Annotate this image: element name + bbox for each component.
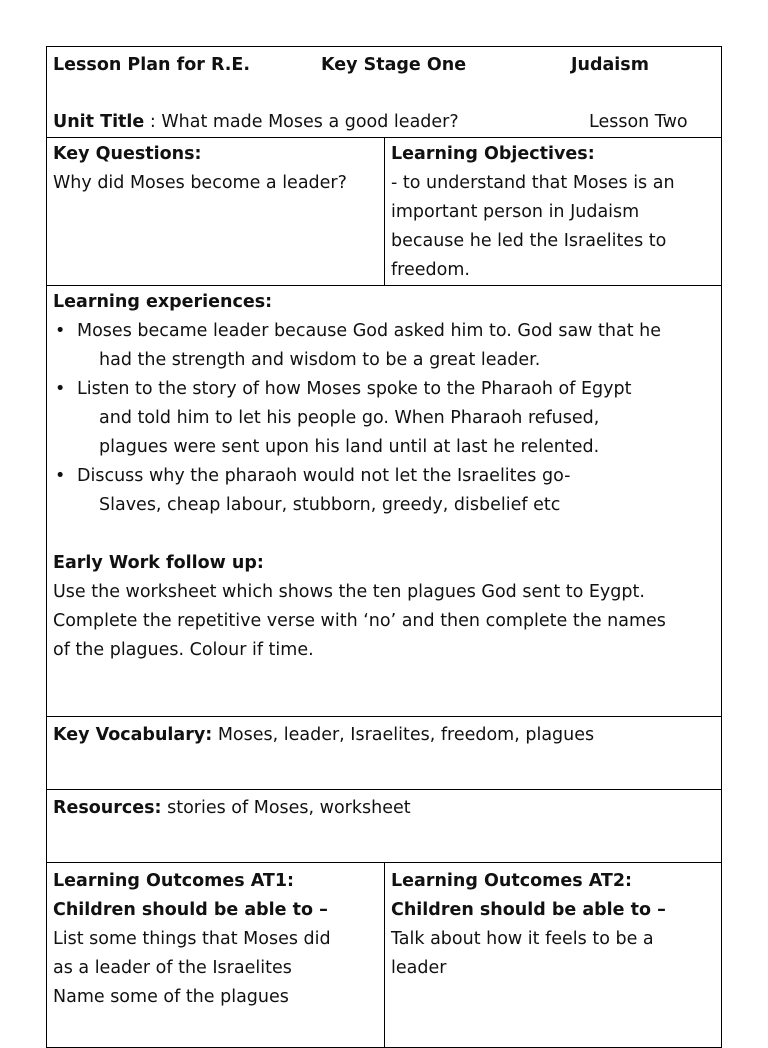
resources-cell bbox=[47, 790, 722, 863]
objective-line: freedom. bbox=[391, 260, 470, 280]
key-questions-label: Key Questions: bbox=[53, 144, 202, 164]
outcomes-at2-sub: Children should be able to – bbox=[391, 900, 666, 920]
key-questions-cell bbox=[47, 138, 385, 286]
outcome-line: as a leader of the Israelites bbox=[53, 958, 292, 978]
subject: Judaism bbox=[571, 55, 649, 75]
outcome-line: leader bbox=[391, 958, 447, 978]
outcome-line: Talk about how it feels to be a bbox=[391, 929, 654, 949]
outcomes-at2-cell bbox=[385, 863, 722, 1048]
key-stage: Key Stage One bbox=[321, 55, 467, 75]
early-work-line: Complete the repetitive verse with ‘no’ and then complete the names bbox=[53, 611, 666, 631]
learning-experiences-cell bbox=[47, 286, 722, 717]
objective-line: - to understand that Moses is an bbox=[391, 173, 675, 193]
objective-line: because he led the Israelites to bbox=[391, 231, 667, 251]
list-item: • Listen to the story of how Moses spoke to the Pharaoh of Egypt and told him to let his people go. When Pharaoh refused, plagues were sent upon his land until at last he relented. bbox=[53, 375, 715, 462]
key-questions-text: Why did Moses become a leader? bbox=[53, 173, 347, 193]
vocabulary-label: Key Vocabulary: bbox=[53, 725, 213, 745]
experiences-list bbox=[53, 317, 715, 520]
list-item: • Discuss why the pharaoh would not let the Israelites go- Slaves, cheap labour, stubborn, greedy, disbelief etc bbox=[53, 462, 715, 520]
outcome-line: List some things that Moses did bbox=[53, 929, 331, 949]
learning-experiences-label: Learning experiences: bbox=[53, 292, 273, 312]
vocabulary-text: Moses, leader, Israelites, freedom, plagues bbox=[217, 725, 595, 745]
early-work-line: of the plagues. Colour if time. bbox=[53, 640, 314, 660]
outcomes-at1-label: Learning Outcomes AT1: bbox=[53, 871, 295, 891]
vocabulary-cell bbox=[47, 717, 722, 790]
outcomes-at1-cell bbox=[47, 863, 385, 1048]
unit-title: : What made Moses a good leader? bbox=[149, 112, 459, 132]
header-cell bbox=[47, 47, 722, 138]
outcome-line: Name some of the plagues bbox=[53, 987, 289, 1007]
early-work-line: Use the worksheet which shows the ten plagues God sent to Eygpt. bbox=[53, 582, 645, 602]
outcomes-at2-label: Learning Outcomes AT2: bbox=[391, 871, 633, 891]
objective-line: important person in Judaism bbox=[391, 202, 640, 222]
resources-label: Resources: bbox=[53, 798, 162, 818]
resources-text: stories of Moses, worksheet bbox=[167, 798, 411, 818]
early-work-label: Early Work follow up: bbox=[53, 553, 264, 573]
learning-objectives-cell bbox=[385, 138, 722, 286]
outcomes-at1-sub: Children should be able to – bbox=[53, 900, 328, 920]
list-item: • Moses became leader because God asked him to. God saw that he had the strength and wisdom to be a great leader. bbox=[53, 317, 715, 375]
unit-title-label: Unit Title bbox=[53, 112, 145, 132]
learning-objectives-label: Learning Objectives: bbox=[391, 144, 595, 164]
plan-label: Lesson Plan for R.E. bbox=[53, 55, 251, 75]
lesson-number: Lesson Two bbox=[589, 112, 688, 132]
lesson-plan-table bbox=[46, 46, 722, 1048]
